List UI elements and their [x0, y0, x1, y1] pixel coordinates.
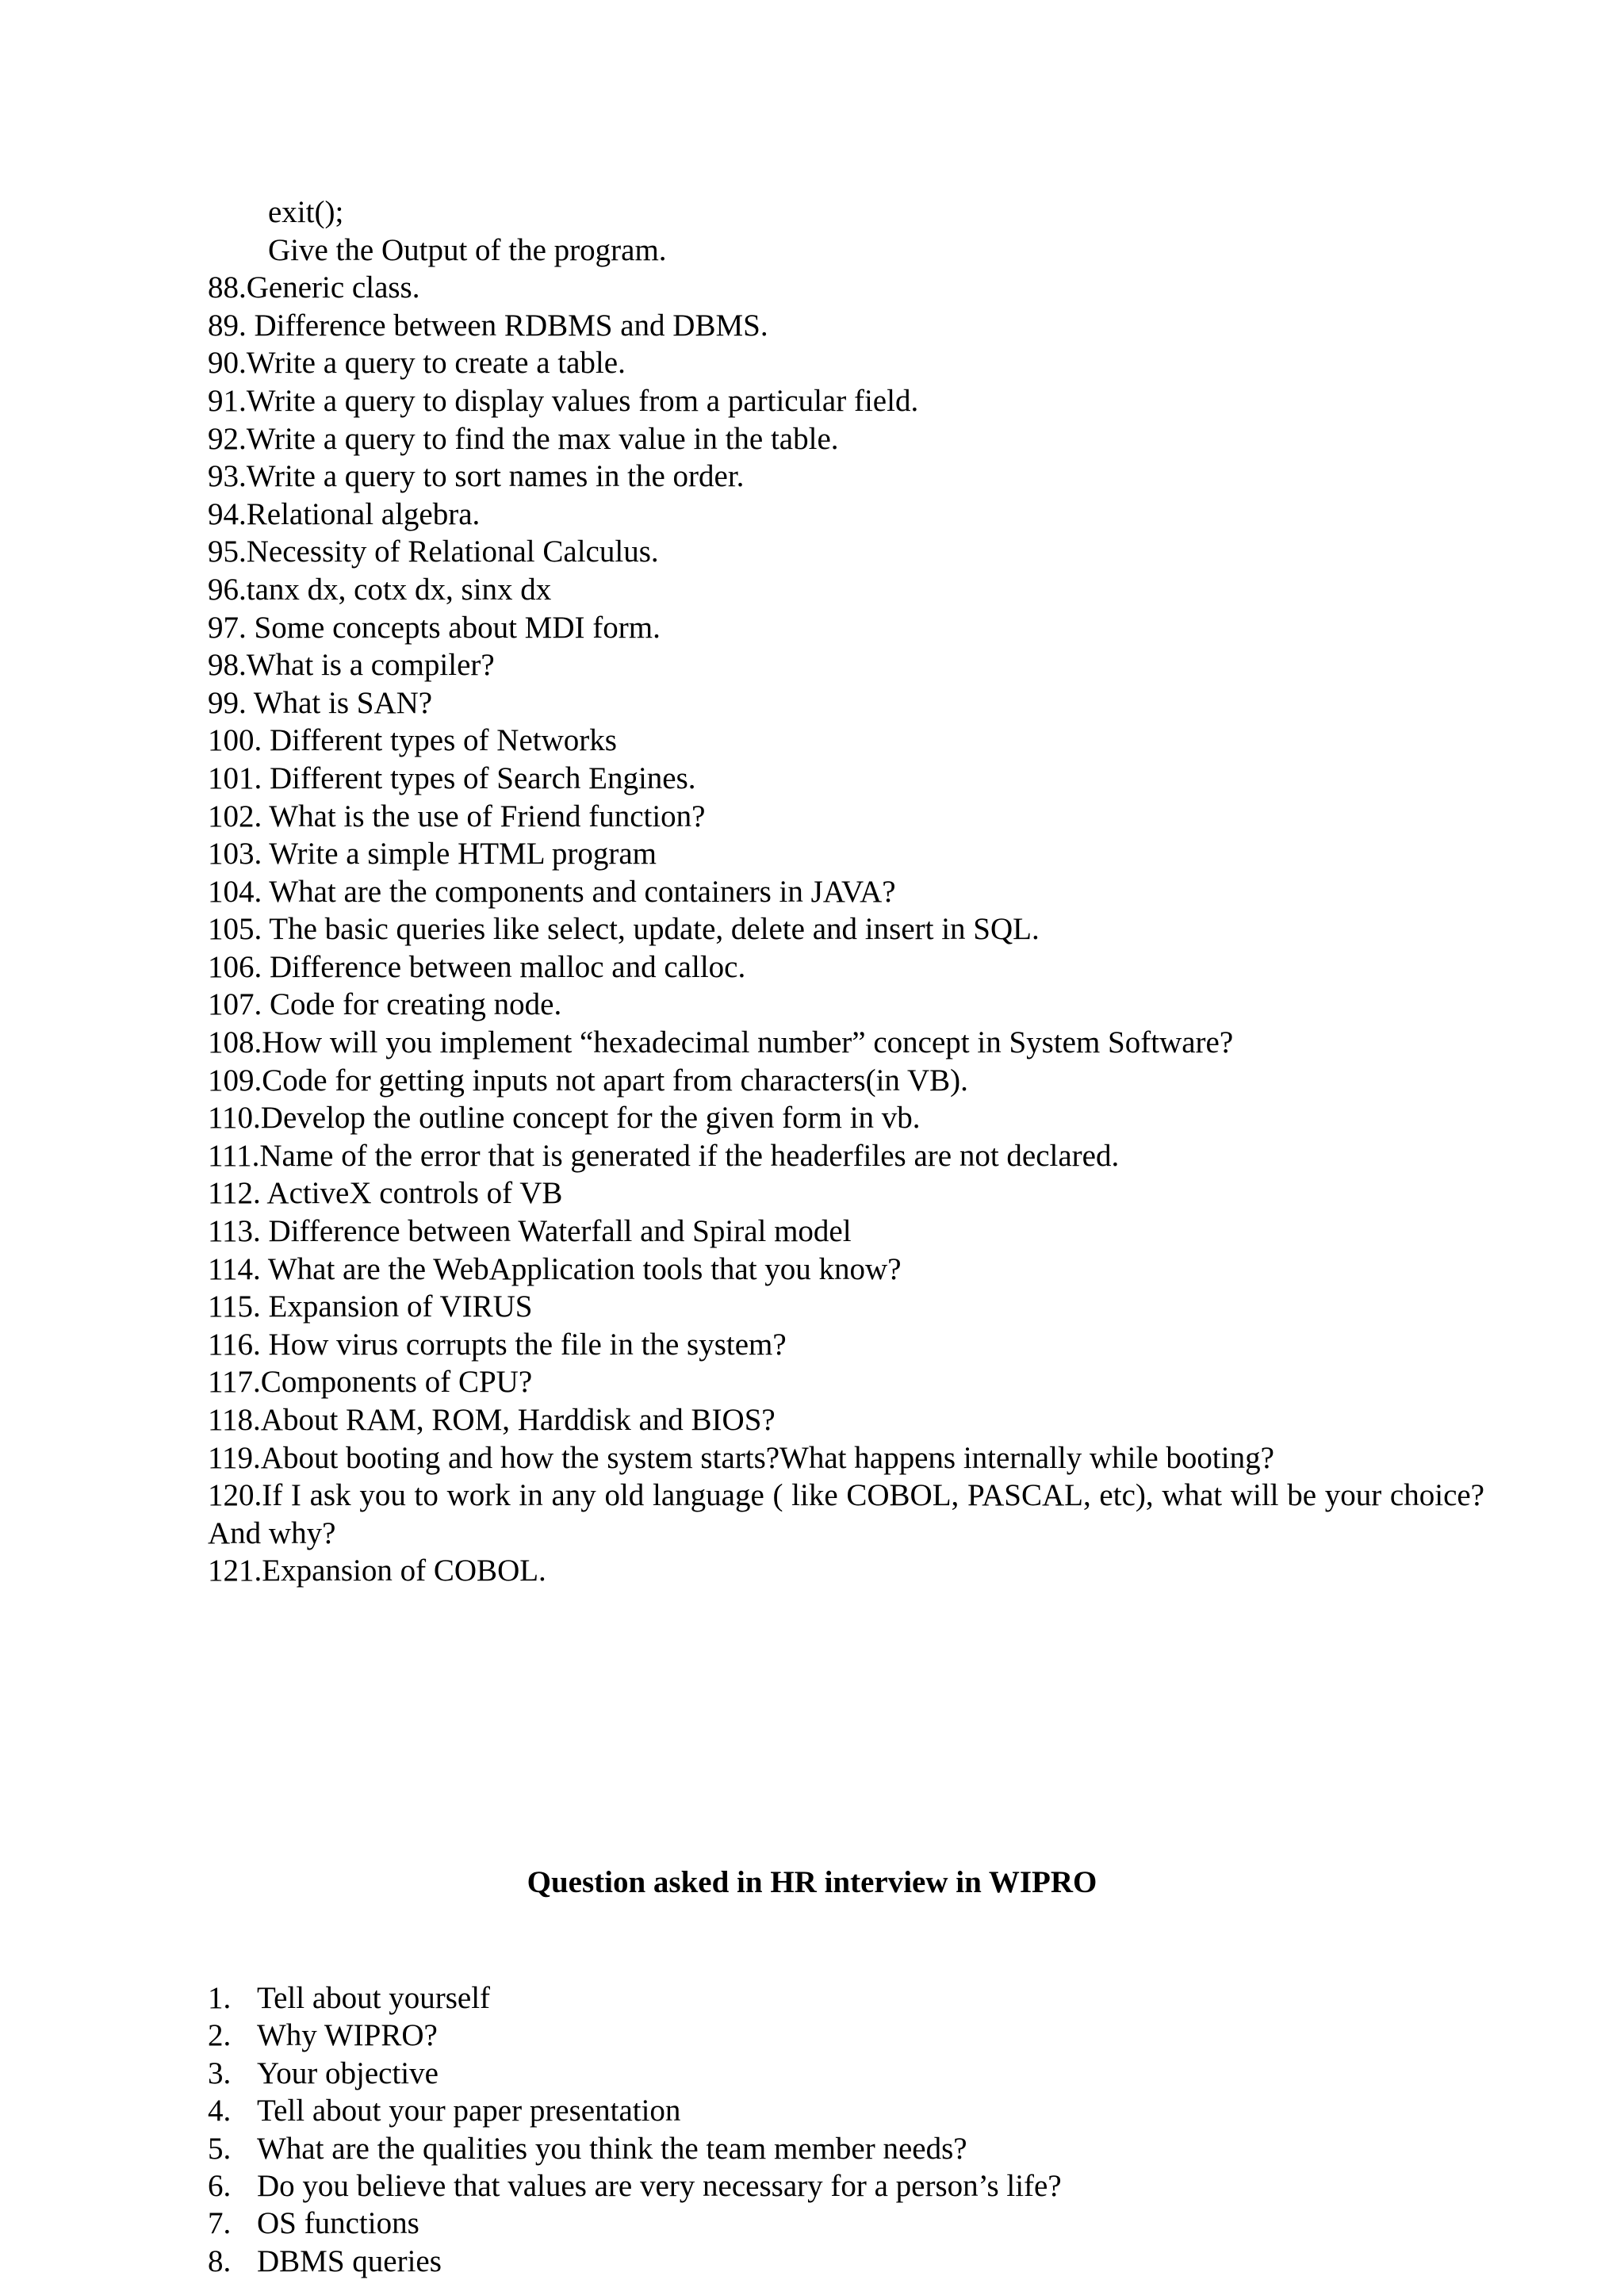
list-item	[208, 2017, 1477, 2054]
question-item: 120.If I ask you to work in any old language ( like COBOL, PASCAL, etc), what will be your choice? And why?	[208, 1478, 1484, 1550]
question-item: 106. Difference between malloc and calloc.	[208, 949, 746, 984]
question-item: 110.Develop the outline concept for the given form in vb.	[208, 1101, 921, 1136]
hr-question-list	[208, 1979, 1477, 2280]
question-item: 112. ActiveX controls of VB	[208, 1176, 563, 1211]
question-item: 114. What are the WebApplication tools that you know?	[208, 1251, 902, 1286]
section-heading: Question asked in HR interview in WIPRO	[527, 1865, 1097, 1899]
list-item	[208, 2243, 1477, 2280]
list-number: 2.	[208, 2018, 232, 2053]
list-number: 6.	[208, 2169, 232, 2204]
question-item: 118.About RAM, ROM, Harddisk and BIOS?	[208, 1403, 776, 1437]
list-item	[208, 2055, 1477, 2092]
question-item: 116. How virus corrupts the file in the system?	[208, 1327, 787, 1362]
question-item: 96.tanx dx, cotx dx, sinx dx	[208, 572, 552, 607]
question-item: 97. Some concepts about MDI form.	[208, 610, 661, 645]
question-item: 105. The basic queries like select, update, delete and insert in SQL.	[208, 912, 1040, 947]
list-number: 8.	[208, 2243, 232, 2278]
list-text: Tell about your paper presentation	[257, 2094, 681, 2128]
list-text: Do you believe that values are very necessary for a person’s life?	[257, 2169, 1062, 2204]
question-item: 90.Write a query to create a table.	[208, 346, 626, 381]
list-item	[208, 2205, 1477, 2242]
question-item: 94.Relational algebra.	[208, 496, 481, 531]
question-item: 95.Necessity of Relational Calculus.	[208, 534, 659, 569]
list-item	[208, 1979, 1477, 2017]
question-item: 88.Generic class.	[208, 270, 420, 305]
question-item: 107. Code for creating node.	[208, 987, 562, 1022]
question-item: 109.Code for getting inputs not apart from characters(in VB).	[208, 1063, 968, 1098]
list-item	[208, 2092, 1477, 2129]
question-item: 89. Difference between RDBMS and DBMS.	[208, 308, 768, 343]
list-number: 4.	[208, 2094, 232, 2128]
question-item: 91.Write a query to display values from a particular field.	[208, 383, 919, 418]
question-item: 121.Expansion of COBOL.	[208, 1554, 546, 1588]
list-text: What are the qualities you think the team member needs?	[257, 2131, 967, 2166]
question-item: 104. What are the components and containers in JAVA?	[208, 874, 896, 909]
list-text: DBMS queries	[257, 2243, 442, 2278]
question-item: 111.Name of the error that is generated if the headerfiles are not declared.	[208, 1138, 1120, 1173]
question-item: 115. Expansion of VIRUS	[208, 1289, 533, 1324]
instruction-line: Give the Output of the program.	[268, 232, 667, 267]
list-text: Tell about yourself	[257, 1981, 491, 2015]
question-item: 103. Write a simple HTML program	[208, 837, 657, 872]
question-item: 102. What is the use of Friend function?	[208, 799, 706, 833]
question-list	[208, 193, 1484, 1590]
question-item: 93.Write a query to sort names in the order.	[208, 459, 745, 494]
question-item: 92.Write a query to find the max value in the table.	[208, 421, 839, 456]
question-item: 98.What is a compiler?	[208, 648, 495, 683]
question-item: 101. Different types of Search Engines.	[208, 761, 696, 795]
list-text: Why WIPRO?	[257, 2018, 438, 2053]
code-line: exit();	[268, 195, 344, 229]
list-number: 3.	[208, 2056, 232, 2090]
list-item	[208, 2167, 1477, 2205]
list-text: Your objective	[257, 2056, 439, 2090]
question-item: 108.How will you implement “hexadecimal number” concept in System Software?	[208, 1025, 1234, 1060]
question-item: 117.Components of CPU?	[208, 1365, 533, 1400]
list-number: 5.	[208, 2131, 232, 2166]
question-item: 100. Different types of Networks	[208, 723, 617, 758]
list-item	[208, 2130, 1477, 2167]
list-text: OS functions	[257, 2206, 419, 2241]
question-item: 113. Difference between Waterfall and Spiral model	[208, 1214, 852, 1249]
question-item: 119.About booting and how the system starts?What happens internally while booting?	[208, 1440, 1274, 1475]
list-number: 1.	[208, 1981, 232, 2015]
list-number: 7.	[208, 2206, 232, 2241]
question-item: 99. What is SAN?	[208, 685, 433, 720]
